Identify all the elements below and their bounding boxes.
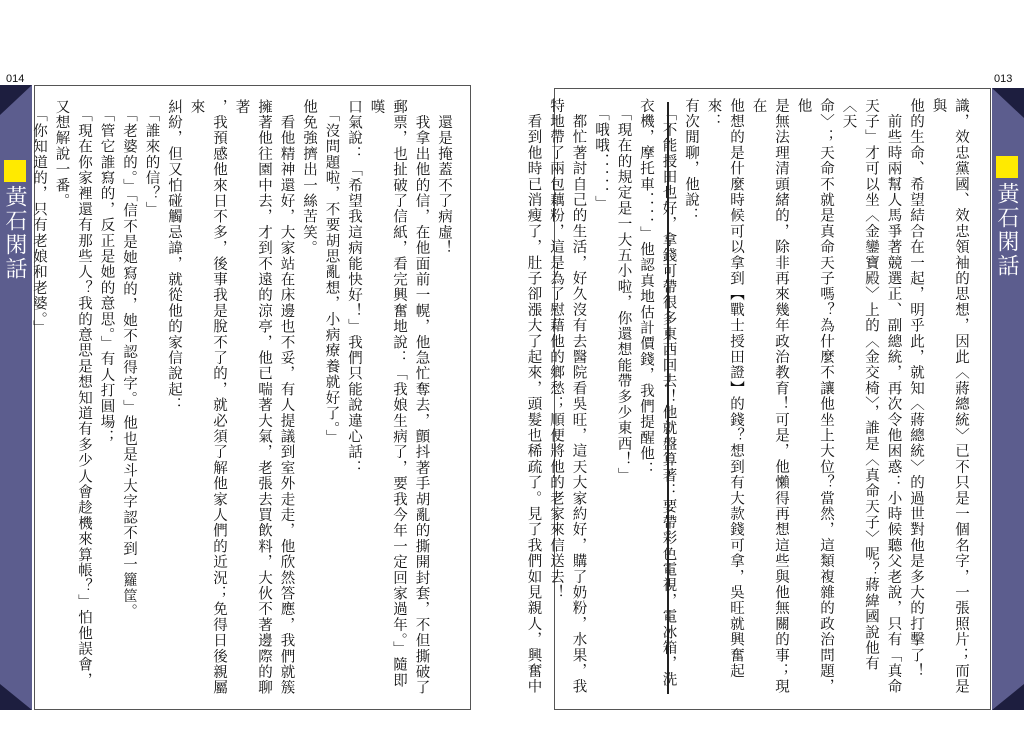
yellow-square-marker-icon: [996, 156, 1018, 178]
text-line: 是無法理清頭緒的，除非再來幾年政治教育！可是，他懶得再想這些與他無關的事；現在: [750, 98, 789, 695]
text-line: 他的生命、希望結合在一起，明乎此，就知〈蔣總統〉的過世對他是多大的打擊了！: [908, 98, 924, 679]
text-line: 「哦哦．．．．．」: [593, 98, 609, 212]
text-line: 他免強擠出一絲苦笑。: [301, 99, 317, 256]
text-line: 「現在的規定是一大五小啦，你還想能帶多少東西！」: [615, 98, 632, 484]
text-line: 「你知道的，只有老娘和老婆。」: [31, 99, 47, 336]
text-line: 特地帶了兩包藕粉，這是為了慰藉他的鄉愁；順便將他的老家來信送去！: [548, 98, 564, 601]
text-line: 又想解說一番。: [53, 99, 70, 209]
quote-divider-line: [667, 102, 669, 694]
text-line: 衣機，摩托車．．．．」他認真地估計價錢，我們提醒他：: [638, 98, 654, 478]
text-line: 看到他時已消瘦了，肚子卻漲大了起來，頭髮也稀疏了。見了我們如見親人，興奮中: [525, 98, 542, 695]
text-line: 前些時兩幫人馬爭著競選正、副總統，再次令他困惑：小時候聽父老說，只有「真命: [885, 98, 902, 695]
text-line: 看他精神還好，大家站在床邊也不妥，有人提議到室外走走，他欣然答應，我們就簇: [278, 99, 295, 696]
text-line: 郵票，也扯破了信紙，看完興奮地說：「我娘生病了，要我今年一定回家過年。」隨即嘆: [368, 99, 407, 689]
yellow-square-marker-icon: [4, 160, 26, 182]
left-body-text: [31, 99, 455, 697]
text-line: 命〉；天命不就是真命天子嗎？為什麼不讓他坐上大位？當然，這類複雜的政治問題，他: [795, 98, 834, 695]
text-line: 「不能授田也好，拿錢可帶很多東西回去！他就盤算著：要帶彩色電視，電冰箱，洗: [660, 98, 677, 688]
text-line: 天子」才可以坐〈金鑾寶殿〉上的〈金交椅〉，誰是〈真命天子〉呢？蔣緯國說他有〈天: [840, 98, 879, 672]
left-section-title: 黃石閑話: [2, 185, 27, 281]
right-page-number: 013: [994, 73, 1013, 85]
text-line: 「老婆的。」「信不是她寫的，她不認得字。」他也是斗大字認不到一籮筐。: [121, 99, 137, 620]
text-line: 「現在你家裡還有那些人？我的意思是想知道有多少人會趁機來算帳？」怕他誤會，: [76, 99, 92, 689]
text-line: 「管它誰寫的，反正是她的意思。」有人打圓場；: [98, 99, 115, 446]
text-line: 識，效忠黨國、效忠領袖的思想，因此〈蔣總統〉已不只是一個名字，一張照片；而是與: [930, 98, 969, 695]
text-line: ，我預感他來日不多，後事我是脫不了的，就必須了解他家人們的近況；免得日後親屬來: [188, 99, 227, 696]
text-line: 他想的是什麼時候可以拿到【戰士授田證】的錢？想到有大款錢可拿，吳旺就興奮起來：: [705, 98, 744, 679]
text-line: 糾紛，但又怕碰觸忌諱，就從他的家信說起：: [166, 99, 182, 413]
right-tab-decoration-top: [992, 88, 1024, 118]
left-page: [0, 85, 470, 710]
text-line: 有次閒聊，他說：: [683, 98, 699, 224]
right-page: [525, 88, 1024, 710]
text-line: 都忙著討自己的生活，好久沒有去醫院看吳旺，這天大家約好，購了奶粉，水果，我: [570, 98, 587, 695]
text-line: 口氣說：「希望我這病能快好！」我們只能說違心話：: [346, 99, 362, 476]
text-line: 我拿出他的信，在他面前一幌，他急忙奪去，顫抖著手胡亂的撕開封套，不但撕破了: [413, 99, 430, 696]
right-body-text: [525, 98, 972, 700]
right-section-title: 黃石閑話: [994, 182, 1019, 278]
left-page-number: 014: [6, 73, 25, 85]
text-line: 還是掩蓋不了病虛！: [436, 99, 452, 256]
right-section-tab: [992, 88, 1024, 710]
text-line: 「誰來的信？」: [143, 99, 160, 218]
right-tab-decoration-bottom: [992, 684, 1024, 710]
text-line: 擁著他往園中去，才到不遠的涼亭，他已喘著大氣，老張去買飲料，大伙不著邊際的聊著: [233, 99, 272, 696]
text-line: 「沒問題啦，不要胡思亂想，小病療養就好了。」: [323, 99, 340, 446]
